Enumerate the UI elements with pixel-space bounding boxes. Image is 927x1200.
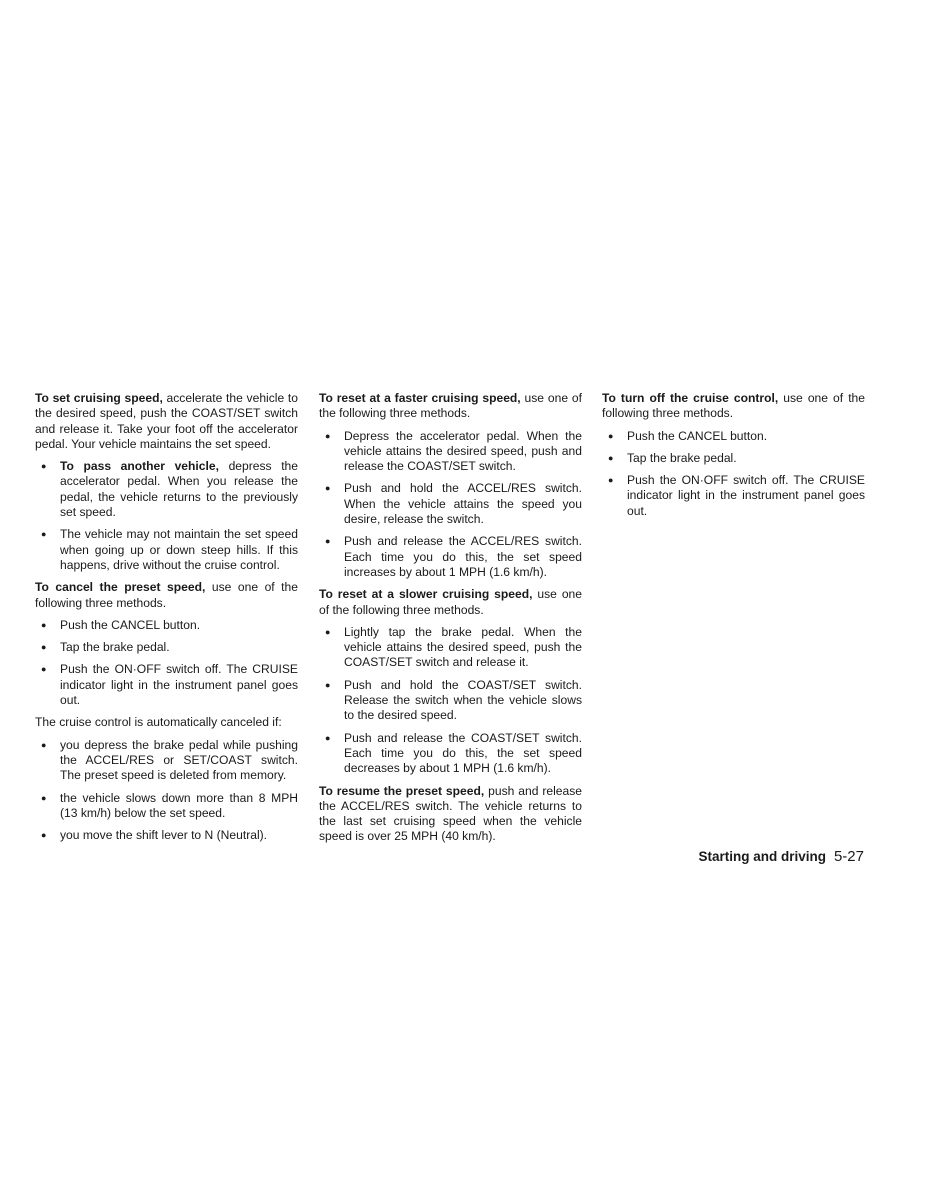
cancel-speed-paragraph: To cancel the preset speed, use one of the following three methods.: [35, 580, 298, 610]
list-item: ● Tap the brake pedal.: [602, 451, 865, 466]
list-item: ● Push the ON·OFF switch off. The CRUISE indicator light in the instrument panel goes out.: [35, 662, 298, 708]
list-item: ● Push the CANCEL button.: [35, 618, 298, 633]
cancel-speed-bullets: [35, 618, 298, 708]
faster-speed-bullets: [319, 429, 582, 581]
list-item: ● you move the shift lever to N (Neutral).: [35, 828, 298, 843]
set-speed-bullets: [35, 459, 298, 573]
column-2: [319, 391, 582, 852]
slower-speed-paragraph: To reset at a slower cruising speed, use one of the following three methods.: [319, 587, 582, 617]
list-item: ● the vehicle slows down more than 8 MPH (13 km/h) below the set speed.: [35, 791, 298, 822]
set-speed-paragraph: To set cruising speed, accelerate the vehicle to the desired speed, push the COAST/SET switch and release it. Take your foot off the accelerator pedal. Your vehicle maintains the set speed.: [35, 391, 298, 451]
turn-off-paragraph: To turn off the cruise control, use one of the following three methods.: [602, 391, 866, 421]
list-item: ● Push and hold the ACCEL/RES switch. When the vehicle attains the speed you desire, release the switch.: [319, 481, 582, 527]
section-title: Starting and driving: [698, 849, 826, 864]
slower-speed-bullets: [319, 625, 582, 777]
column-1: [35, 391, 298, 850]
list-item: ● Push the CANCEL button.: [602, 429, 865, 444]
column-3: [602, 391, 865, 526]
list-item: ● you depress the brake pedal while pushing the ACCEL/RES or SET/COAST switch. The preset speed is deleted from memory.: [35, 738, 298, 784]
list-item: ● Push and hold the COAST/SET switch. Release the switch when the vehicle slows to the desired speed.: [319, 678, 582, 724]
list-item: ● Push and release the ACCEL/RES switch. Each time you do this, the set speed increases by about 1 MPH (1.6 km/h).: [319, 534, 582, 580]
faster-speed-paragraph: To reset at a faster cruising speed, use one of the following three methods.: [319, 391, 582, 421]
list-item: ● Tap the brake pedal.: [35, 640, 298, 655]
page-number: 5-27: [833, 848, 864, 865]
resume-speed-paragraph: To resume the preset speed, push and release the ACCEL/RES switch. The vehicle returns to the last set cruising speed when the vehicle speed is over 25 MPH (40 km/h).: [319, 783, 582, 844]
list-item: ● Lightly tap the brake pedal. When the vehicle attains the desired speed, push the COAST/SET switch and release it.: [319, 625, 582, 671]
list-item: ● The vehicle may not maintain the set speed when going up or down steep hills. If this happens, drive without the cruise control.: [35, 527, 298, 573]
list-item: ● To pass another vehicle, depress the accelerator pedal. When you release the pedal, the vehicle returns to the previously set speed.: [35, 459, 298, 520]
turn-off-bullets: [602, 429, 865, 519]
auto-cancel-bullets: [35, 738, 298, 844]
list-item: ● Push the ON·OFF switch off. The CRUISE indicator light in the instrument panel goes out.: [602, 473, 865, 519]
list-item: ● Depress the accelerator pedal. When the vehicle attains the desired speed, push and release the COAST/SET switch.: [319, 429, 582, 475]
list-item: ● Push and release the COAST/SET switch. Each time you do this, the set speed decreases by about 1 MPH (1.6 km/h).: [319, 731, 582, 777]
page-footer: [698, 848, 864, 865]
auto-cancel-paragraph: The cruise control is automatically canceled if:: [35, 715, 282, 730]
